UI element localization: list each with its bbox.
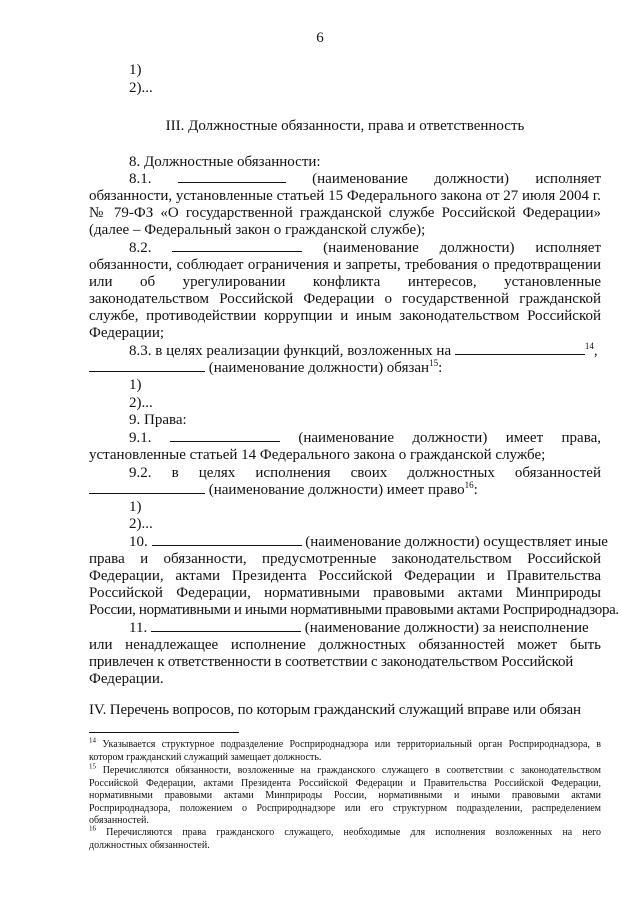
list-item: 2)... — [129, 516, 153, 532]
line-rest: (наименование должности) исполняет — [323, 240, 602, 256]
blank-line — [172, 238, 302, 252]
footnote-text: Перечисляются права гражданского служащего, необходимые для исполнения возложенных на него — [96, 827, 601, 838]
footnote-number: 16 — [89, 824, 96, 833]
paragraph-line: (наименование должности) обязан$^{15}$: — [89, 358, 601, 378]
footnote-16 — [89, 824, 601, 852]
paragraph-9-2: 9.2. в целях исполнения своих должностных обязанностей — [129, 465, 601, 481]
paragraph-8-3: 8.3. в целях реализации функций, возложенных на $^{14}$, — [129, 341, 598, 359]
paragraph-line: № 79-ФЗ «О государственной гражданской службе Российской Федерации» — [89, 205, 601, 221]
footnote-text: Перечисляются обязанности, возложенные на гражданского служащего в соответствии с законодательством — [96, 765, 601, 776]
item-number: 8.1. — [129, 171, 152, 187]
blank-line — [170, 428, 280, 442]
list-item: 1) — [129, 377, 142, 393]
blank-line — [151, 618, 301, 632]
footnote-14 — [89, 736, 601, 764]
paragraph-line: (далее – Федеральный закон о гражданской службе); — [89, 222, 426, 238]
list-item: 2)... — [129, 80, 153, 96]
blank-line — [89, 358, 205, 372]
paragraph-line: обязанности, соблюдает ограничения и запреты, требования о предотвращении — [89, 257, 601, 273]
footnote-text: обязанностей. — [89, 815, 149, 826]
footnote-text: должностных обязанностей. — [89, 839, 210, 851]
item-number: 11. — [129, 620, 148, 636]
footnote-text: котором гражданский служащий замещает должность. — [89, 751, 322, 763]
blank-line — [455, 341, 585, 355]
paragraph-line: законодательством Российской Федерации о государственной гражданской — [89, 291, 601, 307]
footnote-15 — [89, 762, 601, 828]
line-rest: (наименование должности) имеет права, — [298, 430, 602, 446]
paragraph-8-heading: 8. Должностные обязанности: — [129, 154, 321, 170]
footnote-ref: 14 — [584, 341, 594, 351]
item-number: 9.1. — [129, 430, 152, 446]
footnote-text: нормативными правовыми актами Минприроды России, нормативными и иными правовыми актами — [89, 790, 601, 801]
page-number: 6 — [316, 30, 324, 46]
paragraph-line: (наименование должности) имеет право$^{16}$: — [89, 480, 601, 500]
paragraph-line: права и обязанности, предусмотренные законодательством Российской — [89, 551, 601, 567]
footnote-number: 14 — [89, 736, 96, 745]
footnote-ref: 15 — [429, 358, 439, 368]
paragraph-line: установленные статьей 14 Федерального закона о гражданской службе; — [89, 447, 546, 463]
list-item: 2)... — [129, 395, 153, 411]
paragraph-line: Федерации, актами Президента Российской Федерации и Правительства — [89, 568, 601, 584]
footnote-text: Российской Федерации, актами Президента Российской Федерации и Правительства Российской Федерации, — [89, 777, 601, 789]
paragraph-line: или об урегулировании конфликта интересов, установленные — [89, 274, 601, 290]
paragraph-line: или ненадлежащее исполнение должностных обязанностей может быть — [89, 637, 601, 653]
item-number: 8.2. — [129, 240, 152, 256]
paragraph-line: Федерации; — [89, 325, 165, 341]
paragraph-line: обязанности, установленные статьей 15 Федерального закона от 27 июля 2004 г. — [89, 188, 601, 204]
line-rest: (наименование должности) осуществляет иные — [305, 534, 608, 550]
line-rest: (наименование должности) за неисполнение — [304, 620, 589, 636]
section-heading-3: III. Должностные обязанности, права и ответственность — [165, 118, 525, 134]
line-rest: (наименование должности) исполняет — [312, 171, 602, 187]
paragraph-line: Федерации. — [89, 671, 164, 687]
list-item: 1) — [129, 62, 142, 78]
paragraph-line: привлечен к ответственности в соответствии с законодательством Российской — [89, 654, 574, 670]
footnote-text: Указывается структурное подразделение Росприроднадзора или территориальный орган Росприроднадзора, в — [96, 739, 601, 750]
paragraph-text: 8.3. в целях реализации функций, возложенных на — [129, 343, 452, 359]
footnote-separator — [89, 732, 239, 733]
blank-line — [89, 480, 205, 494]
paragraph-line: России, нормативными и иными нормативными правовыми актами Росприроднадзора. — [89, 602, 619, 618]
blank-line — [152, 532, 302, 546]
list-item: 1) — [129, 499, 142, 515]
paragraph-line: Российской Федерации, нормативными правовыми актами Минприроды — [89, 585, 601, 601]
section-heading-4: IV. Перечень вопросов, по которым гражданский служащий вправе или обязан — [89, 702, 581, 718]
footnote-text: Росприроднадзора, положением о Росприроднадзоре или его структурном подразделении, распределением — [89, 802, 601, 814]
paragraph-9-heading: 9. Права: — [129, 412, 187, 428]
footnote-ref: 16 — [464, 480, 474, 490]
blank-line — [178, 169, 286, 183]
footnote-number: 15 — [89, 762, 96, 771]
item-number: 10. — [129, 534, 148, 550]
paragraph-line: службе, противодействии коррупции и иным законодательством Российской — [89, 308, 601, 324]
line-text: (наименование должности) имеет право — [208, 482, 465, 498]
line-text: (наименование должности) обязан — [208, 360, 430, 376]
